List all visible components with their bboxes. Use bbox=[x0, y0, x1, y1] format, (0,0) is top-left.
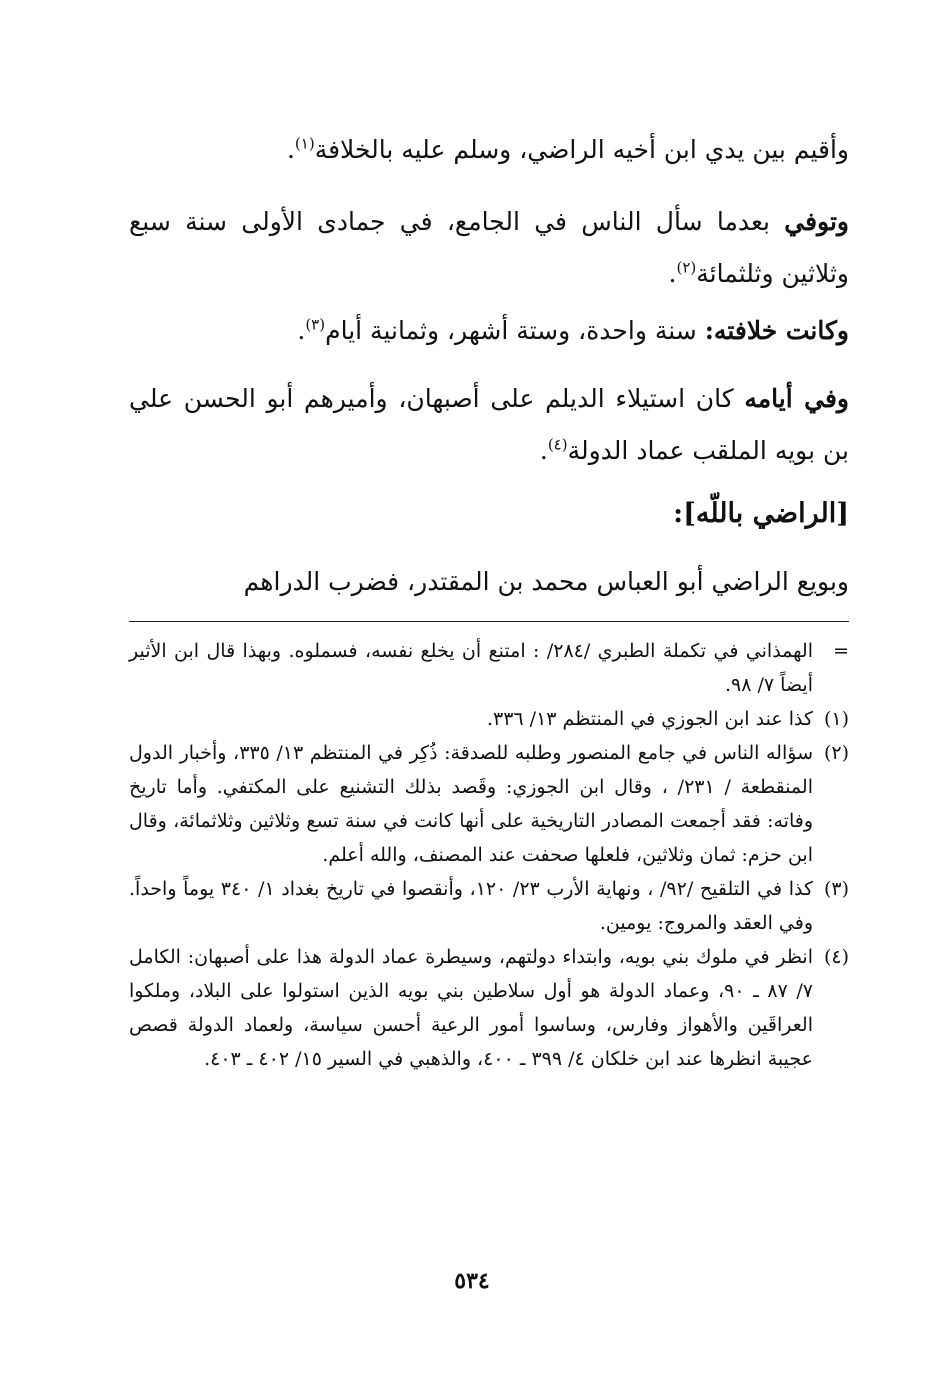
paragraph-text: سنة واحدة، وستة أشهر، وثمانية أيام bbox=[325, 316, 705, 345]
page-number: ٥٣٤ bbox=[454, 1268, 490, 1294]
section-heading: [الراضي باللّه]: bbox=[673, 498, 849, 529]
footnote-marker-1[interactable]: (١) bbox=[294, 134, 315, 153]
paragraph-text: بعدما سأل الناس في الجامع، في جمادى الأولى سنة سبع وثلاثين وثلثمائة bbox=[129, 207, 849, 288]
footnote-marker-3[interactable]: (٣) bbox=[305, 315, 326, 334]
footnote-marker-2[interactable]: (٢) bbox=[676, 258, 697, 277]
footnote-2 bbox=[129, 736, 849, 872]
footnote-text: سؤاله الناس في جامع المنصور وطلبه للصدقة: ذُكِر في المنتظم ١٣/ ٣٣٥، وأخبار الدول المنقطعة / ٢٣١/ ، وقال ابن الجوزي: وقَصد بذلك التشنيع على المكتفي. وأما تاريخ وفاته: فقد أجمعت المصادر التاريخية على أنها كانت في سنة تسع وثلاثين وثلاثمائة، وقال ابن حزم: ثمان وثلاثين، فلعلها صحفت عند المصنف، والله أعلم. bbox=[129, 742, 813, 866]
main-paragraph-4 bbox=[129, 373, 849, 477]
footnote-number: (٤) bbox=[823, 946, 849, 968]
paragraph-text: وبويع الراضي أبو العباس محمد بن المقتدر، فضرب الدراهم bbox=[243, 567, 849, 596]
paragraph-end: . bbox=[297, 316, 306, 345]
paragraph-text: وأقيم بين يدي ابن أخيه الراضي، وسلم عليه بالخلافة bbox=[314, 135, 849, 164]
footnote-divider bbox=[129, 621, 849, 622]
footnote-number: = bbox=[833, 640, 849, 662]
paragraph-lead: وتوفي bbox=[784, 207, 849, 236]
main-paragraph-2 bbox=[129, 196, 849, 300]
main-paragraph-3 bbox=[129, 305, 849, 357]
paragraph-text: كان استيلاء الديلم على أصبهان، وأميرهم أبو الحسن علي بن بويه الملقب عماد الدولة bbox=[129, 384, 849, 465]
footnote-4 bbox=[129, 940, 849, 1076]
paragraph-lead: وفي أيامه bbox=[744, 384, 849, 413]
footnote-3 bbox=[129, 872, 849, 940]
footnote-text: كذا في التلقيح /٩٢/ ، ونهاية الأرب ٢٣/ ١٢٠، وأنقصوا في تاريخ بغداد ١/ ٣٤٠ يوماً واحداً. وفي العقد والمروج: يومين. bbox=[129, 878, 813, 934]
footnote-number: (٢) bbox=[823, 742, 849, 764]
paragraph-end: . bbox=[539, 436, 548, 465]
footnote-text: انظر في ملوك بني بويه، وابتداء دولتهم، وسيطرة عماد الدولة هذا على أصبهان: الكامل ٧/ ٨٧ ـ ٩٠، وعماد الدولة هو أول سلاطين بني بويه الذين استولوا على البلاد، وملكوا العراقَين والأهواز وفارس، وساسوا أمور الرعية أحسن سياسة، ولعماد الدولة قصص عجيبة انظرها عند ابن خلكان ٤/ ٣٩٩ ـ ٤٠٠، والذهبي في السير ١٥/ ٤٠٢ ـ ٤٠٣. bbox=[129, 946, 813, 1070]
paragraph-end: . bbox=[286, 135, 295, 164]
paragraph-lead: وكانت خلافته: bbox=[704, 316, 849, 345]
footnote-1 bbox=[129, 702, 849, 736]
footnote-number: (٣) bbox=[823, 878, 849, 900]
footnote-marker-4[interactable]: (٤) bbox=[547, 435, 568, 454]
footnote-text: كذا عند ابن الجوزي في المنتظم ١٣/ ٣٣٦. bbox=[486, 708, 813, 730]
paragraph-end: . bbox=[668, 259, 677, 288]
footnotes-section bbox=[129, 634, 849, 1076]
main-paragraph-5 bbox=[129, 556, 849, 608]
footnote-number: (١) bbox=[823, 708, 849, 730]
footnote-text: الهمذاني في تكملة الطبري /٢٨٤/ : امتنع أن يخلع نفسه، فسملوه. وبهذا قال ابن الأثير أيضاً ٧/ ٩٨. bbox=[129, 640, 813, 696]
footnote-continuation bbox=[129, 634, 849, 702]
main-paragraph-1 bbox=[129, 124, 849, 176]
